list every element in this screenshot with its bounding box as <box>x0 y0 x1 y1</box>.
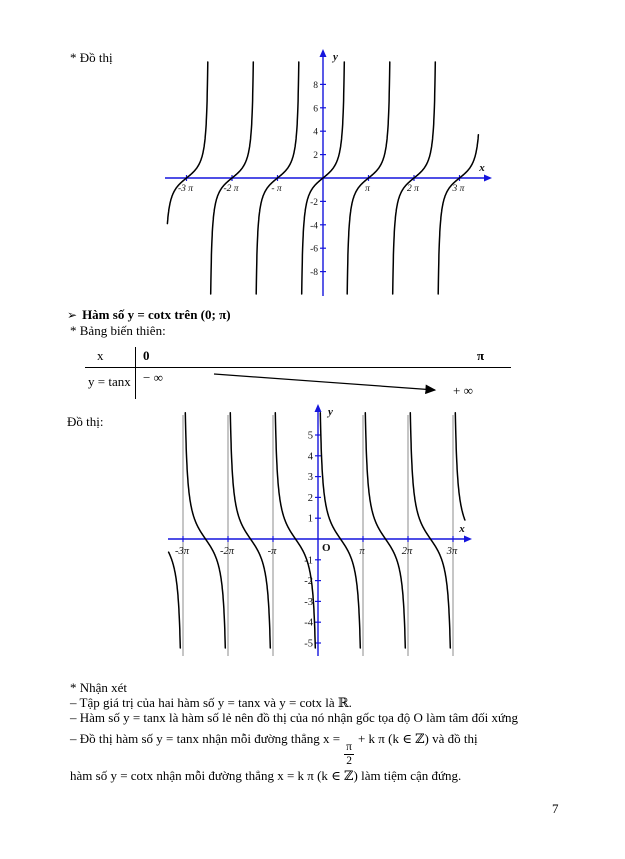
svg-text:-π: -π <box>267 546 277 557</box>
svg-text:2: 2 <box>307 492 313 504</box>
graph2-title: Đồ thị: <box>67 414 104 429</box>
section-heading-text: Hàm số y = cotx trên (0; π) <box>82 307 231 322</box>
svg-text:2 π: 2 π <box>407 184 419 194</box>
cot-function-graph <box>160 403 480 671</box>
svg-text:-2: -2 <box>310 197 318 208</box>
svg-text:-4: -4 <box>310 221 318 232</box>
variation-table-title: * Bảng biến thiên: <box>70 323 166 338</box>
vt-horizontal-rule <box>85 367 511 368</box>
tan-function-graph <box>150 48 505 303</box>
vt-function-label: y = tanx <box>88 374 131 389</box>
variation-table <box>85 346 511 402</box>
svg-text:3 π: 3 π <box>452 184 465 194</box>
svg-text:-3π: -3π <box>174 546 190 557</box>
vt-var-label: x <box>97 348 104 363</box>
svg-text:-5: -5 <box>304 638 313 650</box>
remark-line-3-post: + k π (k ∈ ℤ) và đồ thị <box>357 731 478 746</box>
remark-line-3-pre: – Đồ thị hàm số y = tanx nhận mỗi đường thẳng x = <box>70 731 341 746</box>
page-number: 7 <box>552 801 559 816</box>
svg-text:8: 8 <box>313 80 318 91</box>
svg-text:-4: -4 <box>304 617 313 629</box>
arrow-bullet-icon: ➢ <box>67 308 78 322</box>
svg-text:-3: -3 <box>304 596 313 608</box>
svg-text:5: 5 <box>307 430 313 442</box>
remark-line-3 <box>70 731 478 768</box>
svg-text:π: π <box>359 546 365 557</box>
svg-text:2π: 2π <box>401 546 413 557</box>
svg-text:π: π <box>365 184 370 194</box>
pi-over-2-fraction <box>344 741 354 768</box>
section-heading <box>67 307 231 323</box>
fraction-denominator: 2 <box>346 755 352 768</box>
svg-text:4: 4 <box>307 451 313 463</box>
remark-line-4: hàm số y = cotx nhận mỗi đường thẳng x = k π (k ∈ ℤ) làm tiệm cận đứng. <box>70 768 462 783</box>
svg-text:1: 1 <box>307 513 313 525</box>
remarks-title: * Nhận xét <box>70 680 128 695</box>
svg-text:4: 4 <box>313 127 318 138</box>
vt-limit-start: − ∞ <box>143 370 163 385</box>
svg-text:-3 π: -3 π <box>177 184 194 194</box>
remark-line-2: – Hàm số y = tanx là hàm số lẻ nên đồ thị của nó nhận gốc tọa độ O làm tâm đối xứng <box>70 710 518 725</box>
svg-text:3: 3 <box>307 472 313 484</box>
svg-text:x: x <box>479 162 485 174</box>
svg-text:-8: -8 <box>310 268 318 279</box>
remark-line-1: – Tập giá trị của hai hàm số y = tanx và y = cotx là ℝ. <box>70 695 352 710</box>
fraction-numerator: π <box>344 741 354 755</box>
svg-text:y: y <box>333 51 338 63</box>
svg-text:-2: -2 <box>304 576 313 588</box>
svg-text:- π: - π <box>271 184 282 194</box>
vt-limit-end: + ∞ <box>453 383 473 398</box>
svg-text:3π: 3π <box>446 546 458 557</box>
graph1-title: * Đồ thị <box>70 50 113 65</box>
svg-text:x: x <box>459 523 465 535</box>
svg-text:-2 π: -2 π <box>223 184 239 194</box>
svg-text:O: O <box>322 542 331 554</box>
svg-text:6: 6 <box>313 104 318 115</box>
svg-text:2: 2 <box>313 151 318 162</box>
svg-text:y: y <box>328 406 333 418</box>
svg-text:-6: -6 <box>310 244 318 255</box>
vt-variation-arrow <box>210 370 450 398</box>
svg-text:-2π: -2π <box>219 546 235 557</box>
vt-var-end: π <box>477 348 485 363</box>
vt-vertical-rule <box>135 347 136 399</box>
vt-var-start: 0 <box>143 348 150 363</box>
svg-text:-1: -1 <box>304 555 313 567</box>
